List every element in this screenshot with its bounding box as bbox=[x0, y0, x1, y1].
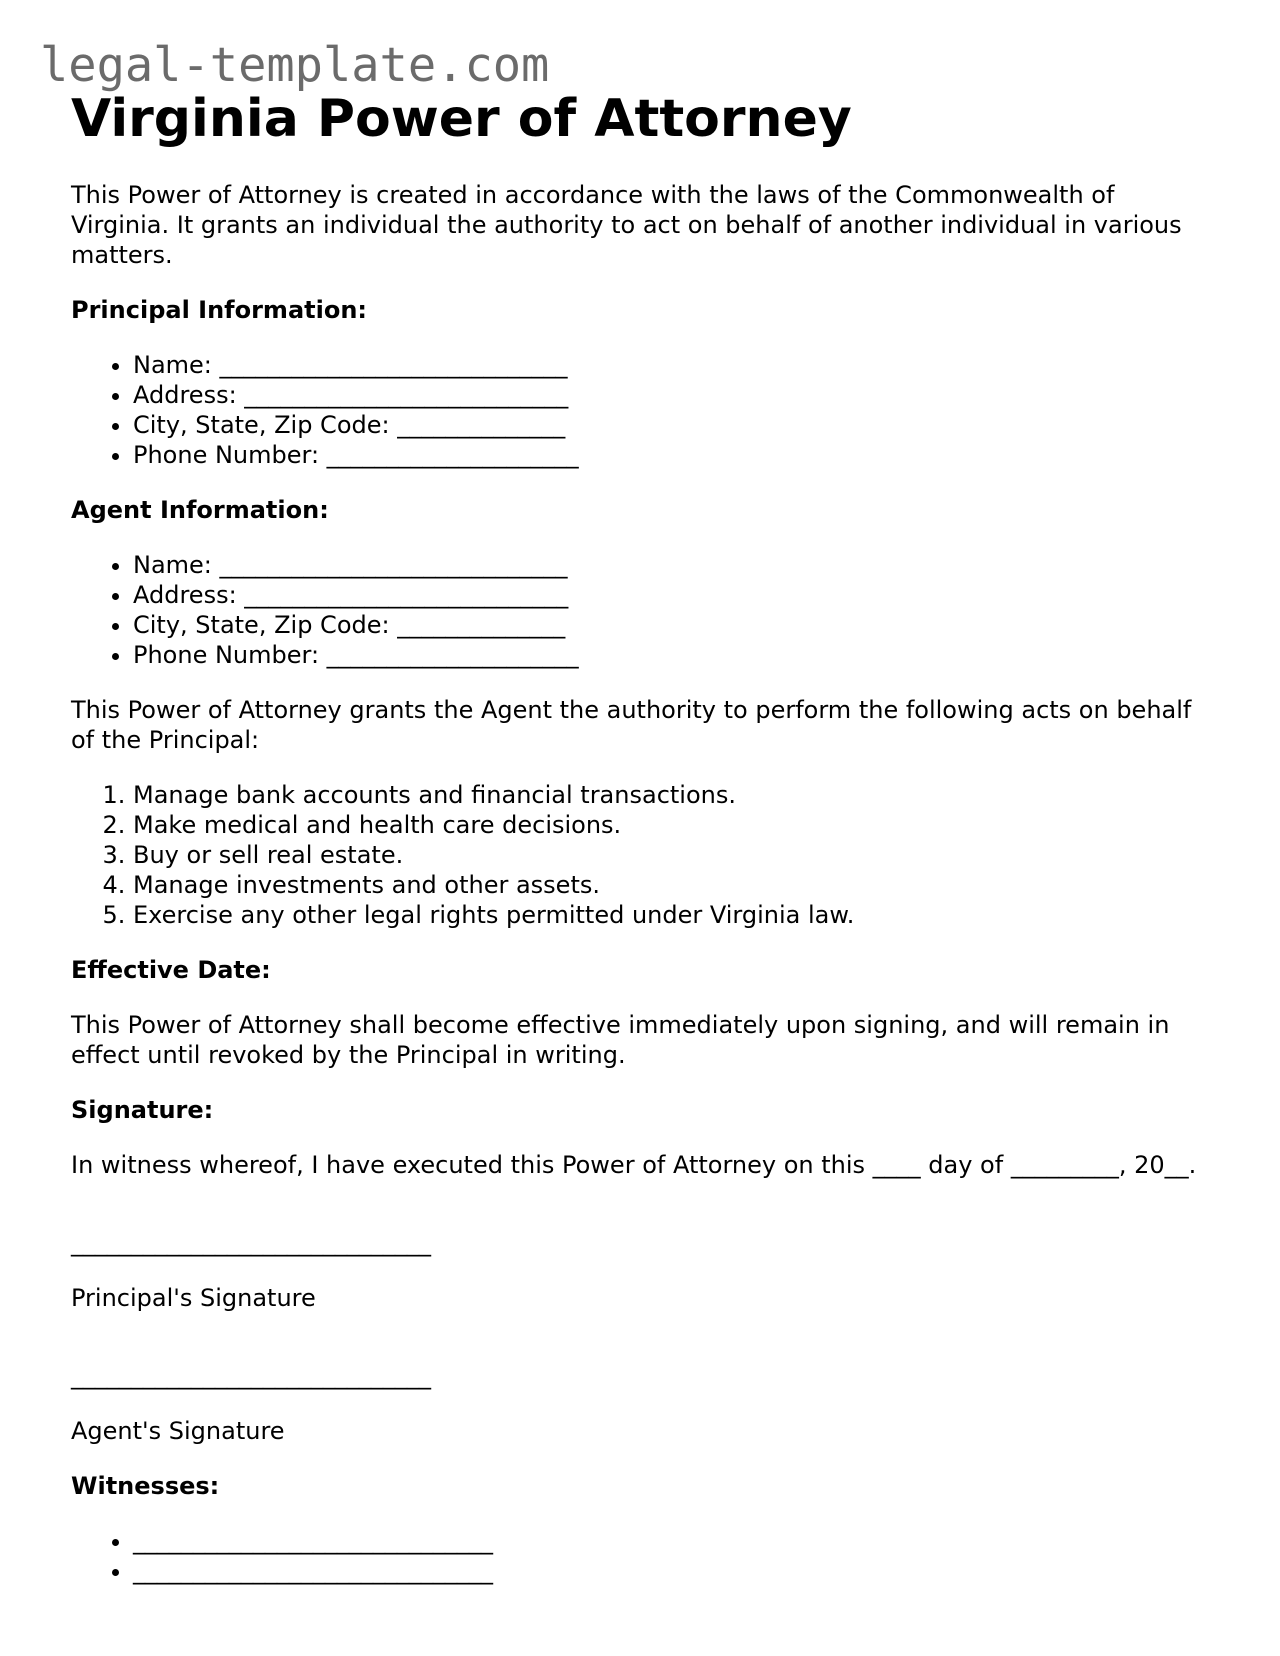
principal-address-field: • Address: ___________________________ bbox=[133, 380, 1201, 410]
power-item: 3. Buy or sell real estate. bbox=[133, 840, 1201, 870]
agent-address-field: • Address: ___________________________ bbox=[133, 580, 1201, 610]
power-item: 2. Make medical and health care decisions. bbox=[133, 810, 1201, 840]
agent-city-field: • City, State, Zip Code: ______________ bbox=[133, 610, 1201, 640]
power-item: 5. Exercise any other legal rights permitted under Virginia law. bbox=[133, 900, 1201, 930]
principal-phone-field: • Phone Number: _____________________ bbox=[133, 440, 1201, 470]
principal-signature-line: ______________________________ bbox=[71, 1229, 431, 1258]
agent-phone-field: • Phone Number: _____________________ bbox=[133, 640, 1201, 670]
agent-signature-label: Agent's Signature bbox=[71, 1417, 285, 1446]
intro-paragraph: This Power of Attorney is created in accordance with the laws of the Commonwealth of Virginia. It grants an individual the authority to act on behalf of another individual in various matters. bbox=[71, 181, 1182, 270]
effective-date-text: This Power of Attorney shall become effective immediately upon signing, and will remain in effect until revoked by the Principal in writing. bbox=[71, 1011, 1170, 1070]
agent-name-field: • Name: _____________________________ bbox=[133, 550, 1201, 580]
effective-date-heading: Effective Date: bbox=[71, 956, 271, 985]
watermark: legal-template.com bbox=[40, 38, 550, 93]
document bbox=[71, 88, 1201, 1586]
witnesses-heading: Witnesses: bbox=[71, 1472, 220, 1501]
principal-city-field: • City, State, Zip Code: ______________ bbox=[133, 410, 1201, 440]
signature-heading: Signature: bbox=[71, 1096, 214, 1125]
document-title: Virginia Power of Attorney bbox=[71, 89, 852, 149]
powers-intro: This Power of Attorney grants the Agent the authority to perform the following acts on behalf of the Principal: bbox=[71, 696, 1192, 755]
principal-fields bbox=[71, 350, 1201, 470]
principal-name-field: • Name: _____________________________ bbox=[133, 350, 1201, 380]
witness-lines bbox=[71, 1526, 1201, 1586]
powers-list bbox=[71, 780, 1201, 930]
agent-heading: Agent Information: bbox=[71, 496, 329, 525]
principal-heading: Principal Information: bbox=[71, 296, 368, 325]
power-item: 1. Manage bank accounts and financial transactions. bbox=[133, 780, 1201, 810]
witness-line: • ______________________________ bbox=[133, 1526, 1201, 1556]
power-item: 4. Manage investments and other assets. bbox=[133, 870, 1201, 900]
agent-signature-line: ______________________________ bbox=[71, 1362, 431, 1391]
principal-signature-label: Principal's Signature bbox=[71, 1284, 316, 1313]
witness-line: • ______________________________ bbox=[133, 1556, 1201, 1586]
signature-text: In witness whereof, I have executed this Power of Attorney on this ____ day of _________, 20__. bbox=[71, 1151, 1197, 1180]
agent-fields bbox=[71, 550, 1201, 670]
